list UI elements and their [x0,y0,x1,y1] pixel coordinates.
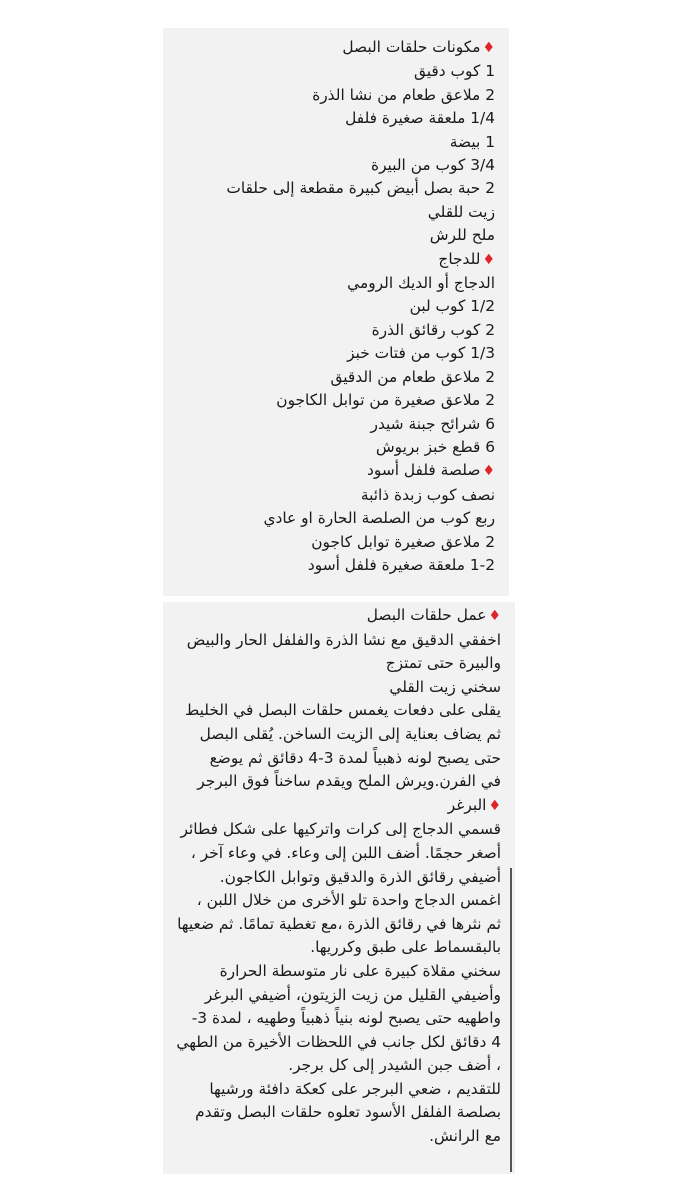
line-text: 1 بيضة [449,132,495,151]
line-text: للدجاج [438,249,481,268]
line-text: 2 ملاعق صغيرة من توابل الكاجون [276,391,495,410]
section-heading [169,604,501,629]
text-line [175,342,495,365]
line-text: يقلى على دفعات يغمس حلقات البصل في الخليط [184,701,501,720]
text-line [169,1101,501,1125]
text-line [175,436,495,459]
text-line [169,866,501,890]
line-text: 1-2 ملعقة صغيرة فلفل أسود [307,555,495,574]
line-text: ، أضف جبن الشيدر إلى كل برجر. [288,1056,501,1075]
line-text: ثم نثرها في رقائق الذرة ،مع تغطية تمامًا. ثم ضعيها [177,914,501,933]
text-line [175,154,495,177]
line-text: ملح للرش [429,226,495,245]
line-text: 2 كوب رقائق الذرة [371,320,495,339]
red-diamond-icon: ♦ [482,251,495,268]
red-diamond-icon: ♦ [482,463,495,480]
text-line [169,842,501,866]
text-line [175,389,495,412]
text-line [169,629,501,653]
line-text: 2 حبة بصل أبيض كبيرة مقطعة إلى حلقات [226,179,495,198]
line-text: عمل حلقات البصل [366,606,487,624]
line-text: اغمس الدجاج واحدة تلو الأخرى من خلال اللبن ، [196,891,501,910]
red-diamond-icon: ♦ [488,608,501,624]
line-text: 1/3 كوب من فتات خبز [347,344,495,363]
text-line [169,889,501,913]
line-text: 2 ملاعق طعام من الدقيق [330,367,495,386]
text-line [169,818,501,842]
section-heading [175,36,495,60]
line-text: الدجاج أو الديك الرومي [347,274,495,293]
text-line [175,177,495,200]
line-text: للتقديم ، ضعي البرجر على كعكة دافئة ورشيها [209,1079,501,1098]
text-line [175,295,495,318]
section-heading [175,248,495,272]
recipe-ingredients-note [163,28,509,596]
text-line [169,960,501,984]
line-text: سخني زيت القلي [389,677,501,696]
line-text: 1/2 كوب لبن [409,297,495,316]
section-heading [169,794,501,819]
line-text: بالبقسماط على طبق وكرريها. [310,938,501,957]
text-line [175,507,495,530]
text-line [169,1125,501,1149]
text-line [169,723,501,747]
line-text: 3/4 كوب من البيرة [371,156,495,175]
text-line [175,107,495,130]
line-text: نصف كوب زبدة ذائبة [360,485,495,504]
text-line [175,60,495,83]
line-text: في الفرن.ويرش الملح ويقدم ساخناً فوق البرجر [197,772,501,791]
text-line [169,676,501,700]
line-text: أضيفي رقائق الذرة والدقيق وتوابل الكاجون. [219,867,501,886]
line-text: البرغر [447,795,487,814]
text-line [175,131,495,154]
text-line [175,272,495,295]
line-text: 4 دقائق لكل جانب في اللحظات الأخيرة من الطهي [176,1032,501,1051]
text-line [169,699,501,723]
text-line [169,770,501,794]
line-text: ثم يضاف بعناية إلى الزيت الساخن. يُقلى البصل [199,724,501,743]
red-diamond-icon: ♦ [482,40,495,56]
line-text: صلصة فلفل أسود [367,461,481,480]
text-line [175,224,495,247]
text-line [169,1031,501,1055]
line-text: والبيرة حتى تمتزج [385,654,501,673]
section-heading [175,459,495,483]
text-line [175,201,495,224]
line-text: زيت للقلي [427,202,495,221]
text-line [169,1007,501,1031]
text-line [175,84,495,107]
line-text: بصلصة الفلفل الأسود تعلوه حلقات البصل وتقدم [195,1103,501,1122]
text-line [169,652,501,676]
line-text: قسمي الدجاج إلى كرات واتركيها على شكل فطائر [180,820,501,839]
text-line [169,936,501,960]
line-text: مع الرانش. [429,1127,501,1146]
text-line [175,554,495,577]
line-text: وأضيفي القليل من زيت الزيتون، أضيفي البرغر [204,985,501,1004]
text-line [175,319,495,342]
line-text: حتى يصبح لونه ذهبياً لمدة 3-4 دقائق ثم يوضع [209,748,501,767]
text-line [175,484,495,507]
text-line [175,366,495,389]
line-text: 2 ملاعق طعام من نشا الذرة [312,85,495,104]
text-line [169,984,501,1008]
line-text: مكونات حلقات البصل [342,38,481,56]
text-line [169,913,501,937]
text-line [169,1078,501,1102]
line-text: 1/4 ملعقة صغيرة فلفل [345,109,495,128]
text-line [169,747,501,771]
scrollbar[interactable] [510,868,512,1172]
line-text: واطهيه حتى يصبح لونه بنياً ذهبياً وطهيه ، لمدة 3- [191,1009,501,1028]
text-line [175,413,495,436]
line-text: 1 كوب دقيق [413,62,495,81]
line-text: 2 ملاعق صغيرة توابل كاجون [311,532,495,551]
text-line [175,531,495,554]
line-text: 6 قطع خبز بريوش [375,437,495,456]
line-text: سخني مقلاة كبيرة على نار متوسطة الحرارة [219,961,501,980]
line-text: أصغر حجمًا. أضف اللبن إلى وعاء. في وعاء آخر ، [190,843,501,862]
text-line [169,1054,501,1078]
line-text: 6 شرائح جبنة شيدر [370,414,495,433]
red-diamond-icon: ♦ [488,797,501,814]
line-text: اخفقي الدقيق مع نشا الذرة والفلفل الحار والبيض [186,630,501,649]
line-text: ربع كوب من الصلصة الحارة او عادي [263,509,495,528]
recipe-instructions-note [163,602,515,1174]
